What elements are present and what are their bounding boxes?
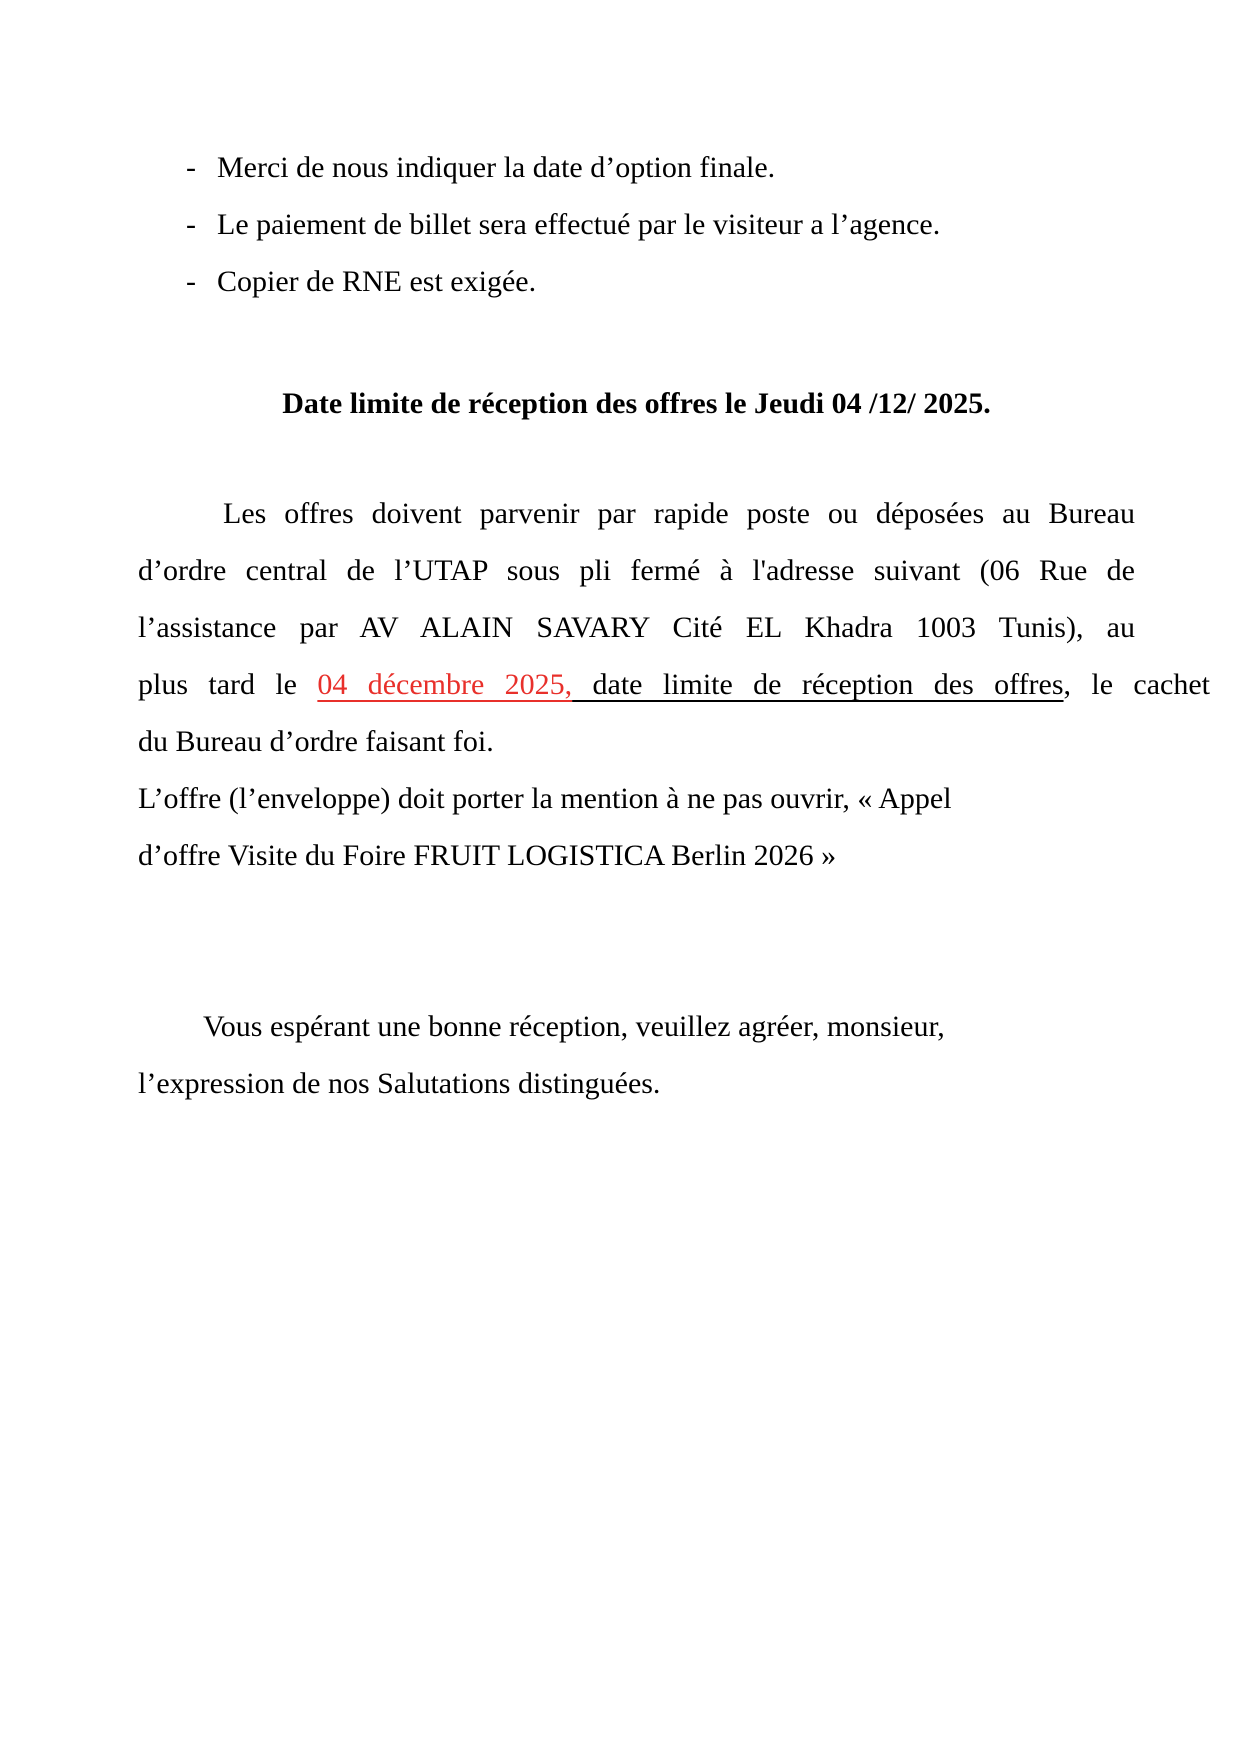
- bullet-dash: -: [186, 208, 196, 241]
- paragraph-line: [138, 656, 1210, 713]
- bullet-item: [186, 139, 940, 196]
- paragraph-line: [203, 998, 1135, 1055]
- bullet-text: Copier de RNE est exigée.: [217, 265, 537, 298]
- text-segment: l’assistance par AV ALAIN SAVARY Cité EL Khadra 1003 Tunis), au: [138, 611, 1135, 644]
- paragraph-line: [223, 485, 1135, 542]
- bullet-item: [186, 196, 940, 253]
- paragraph-line: [138, 542, 1135, 599]
- paragraph-line: [138, 599, 1135, 656]
- body-paragraph: [138, 485, 1218, 884]
- bullet-text: Le paiement de billet sera effectué par le visiteur a l’agence.: [217, 208, 941, 241]
- deadline-heading: Date limite de réception des offres le Jeudi 04 /12/ 2025.: [282, 387, 991, 420]
- bullet-text: Merci de nous indiquer la date d’option finale.: [217, 151, 776, 184]
- text-segment: d’ordre central de l’UTAP sous pli fermé à l'adresse suivant (06 Rue de: [138, 554, 1135, 587]
- text-segment: d’offre Visite du Foire FRUIT LOGISTICA Berlin 2026 »: [138, 839, 837, 872]
- text-segment: l’expression de nos Salutations distinguées.: [138, 1067, 661, 1100]
- highlighted-date-text: 04 décembre 2025,: [317, 668, 573, 701]
- paragraph-line: [138, 770, 1218, 827]
- bullet-dash: -: [186, 265, 196, 298]
- text-segment: L’offre (l’enveloppe) doit porter la mention à ne pas ouvrir, « Appel: [138, 782, 952, 815]
- paragraph-line: [138, 827, 1218, 884]
- bullet-dash: -: [186, 151, 196, 184]
- text-segment: du Bureau d’ordre faisant foi.: [138, 725, 494, 758]
- text-segment: , le cachet: [1063, 668, 1210, 701]
- text-segment: Les offres doivent parvenir par rapide poste ou déposées au Bureau: [223, 497, 1135, 530]
- bullet-list: [186, 139, 940, 310]
- paragraph-line: [138, 713, 1218, 770]
- bullet-item: [186, 253, 940, 310]
- text-segment: plus tard le: [138, 668, 318, 701]
- text-segment: date limite de réception des offres: [572, 668, 1064, 701]
- closing-paragraph: [138, 998, 1135, 1112]
- paragraph-line: [138, 1055, 1135, 1112]
- text-segment: Vous espérant une bonne réception, veuillez agréer, monsieur,: [203, 1010, 945, 1043]
